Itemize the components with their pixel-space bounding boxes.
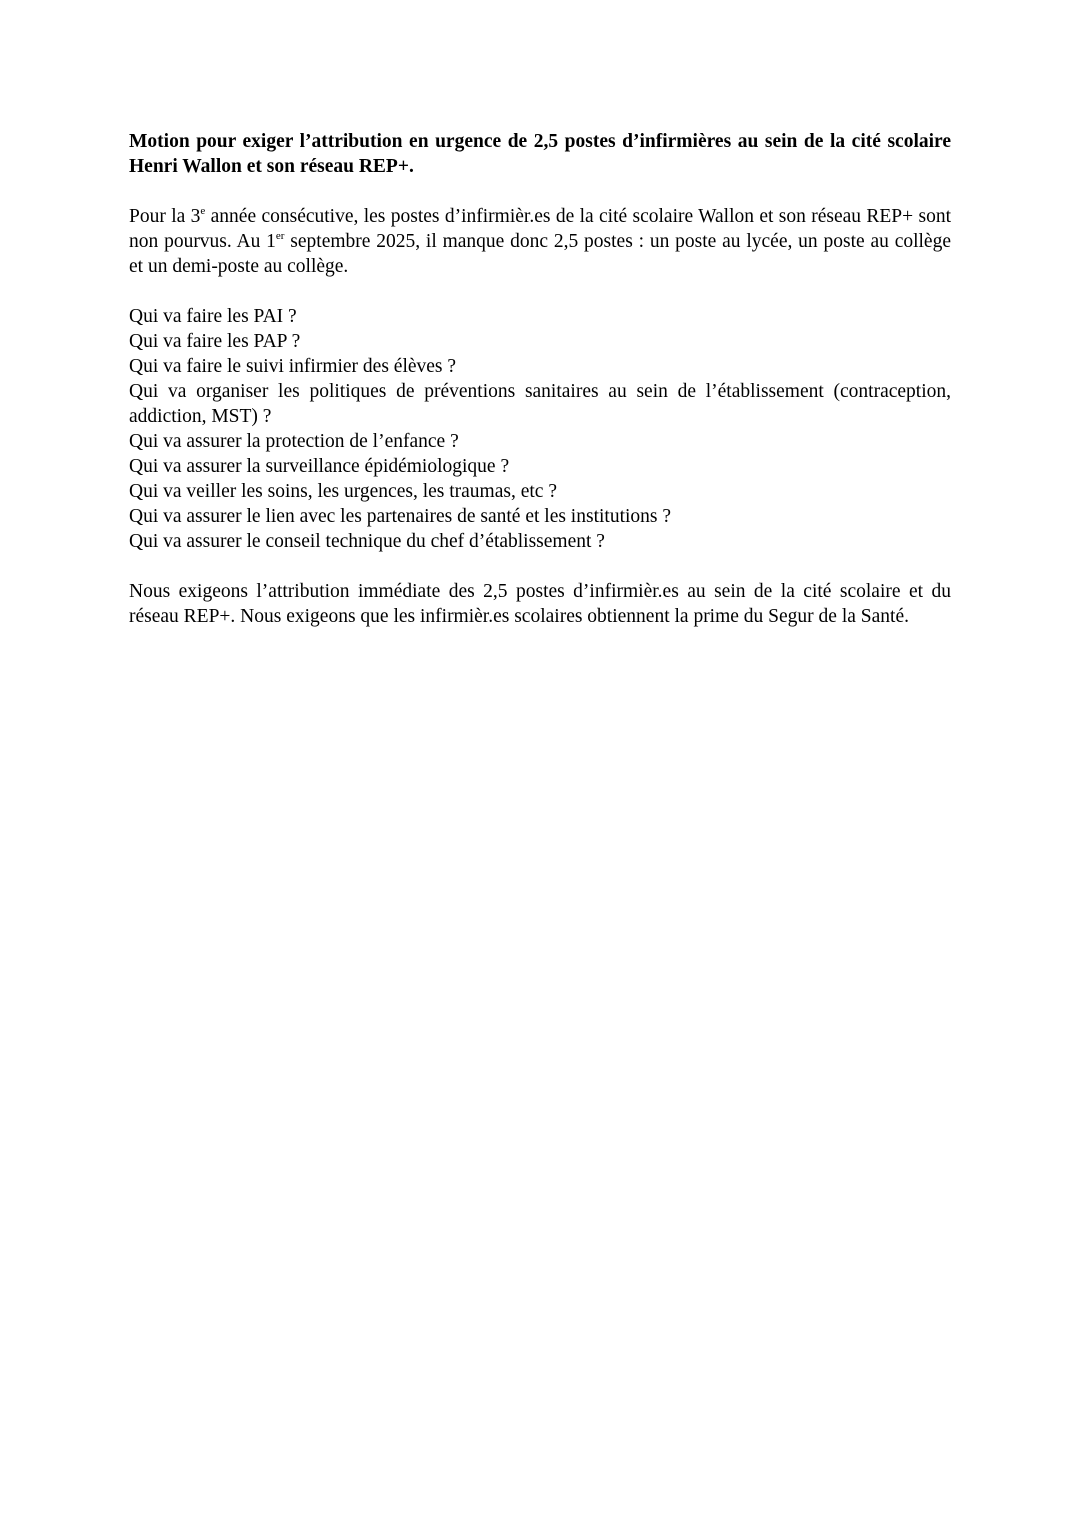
- question-item: Qui va faire les PAP ?: [129, 331, 301, 352]
- intro-text-part2: année consécutive, les postes d’infirmièr.es de la cité scolaire Wallon et son réseau REP+ sont non pourvus. Au 1: [129, 206, 951, 252]
- motion-title: Motion pour exiger l’attribution en urgence de 2,5 postes d’infirmières au sein de la cité scolaire Henri Wallon et son réseau REP+.: [129, 131, 951, 177]
- question-item: Qui va assurer la surveillance épidémiologique ?: [129, 456, 510, 477]
- intro-superscript-er: er: [275, 230, 285, 242]
- question-item: Qui va faire le suivi infirmier des élèves ?: [129, 356, 457, 377]
- intro-text-part1: Pour la 3: [129, 206, 201, 227]
- document-body: [129, 129, 951, 629]
- question-item: Qui va veiller les soins, les urgences, les traumas, etc ?: [129, 481, 557, 502]
- intro-paragraph: [129, 204, 951, 279]
- questions-list: [129, 304, 951, 554]
- question-item: Qui va assurer le lien avec les partenaires de santé et les institutions ?: [129, 506, 672, 527]
- question-item: Qui va assurer le conseil technique du chef d’établissement ?: [129, 531, 605, 552]
- question-item: Qui va faire les PAI ?: [129, 306, 297, 327]
- question-item: Qui va assurer la protection de l’enfance ?: [129, 431, 459, 452]
- intro-superscript-e: e: [200, 205, 206, 217]
- intro-text-part3: septembre 2025, il manque donc 2,5 postes : un poste au lycée, un poste au collège et un demi-poste au collège.: [129, 231, 951, 277]
- conclusion-paragraph: Nous exigeons l’attribution immédiate des 2,5 postes d’infirmièr.es au sein de la cité scolaire et du réseau REP+. Nous exigeons que les infirmièr.es scolaires obtiennent la prime du Segur de la Santé.: [129, 581, 951, 627]
- question-item: Qui va organiser les politiques de préventions sanitaires au sein de l’établissement (contraception, addiction, MST) ?: [129, 381, 951, 427]
